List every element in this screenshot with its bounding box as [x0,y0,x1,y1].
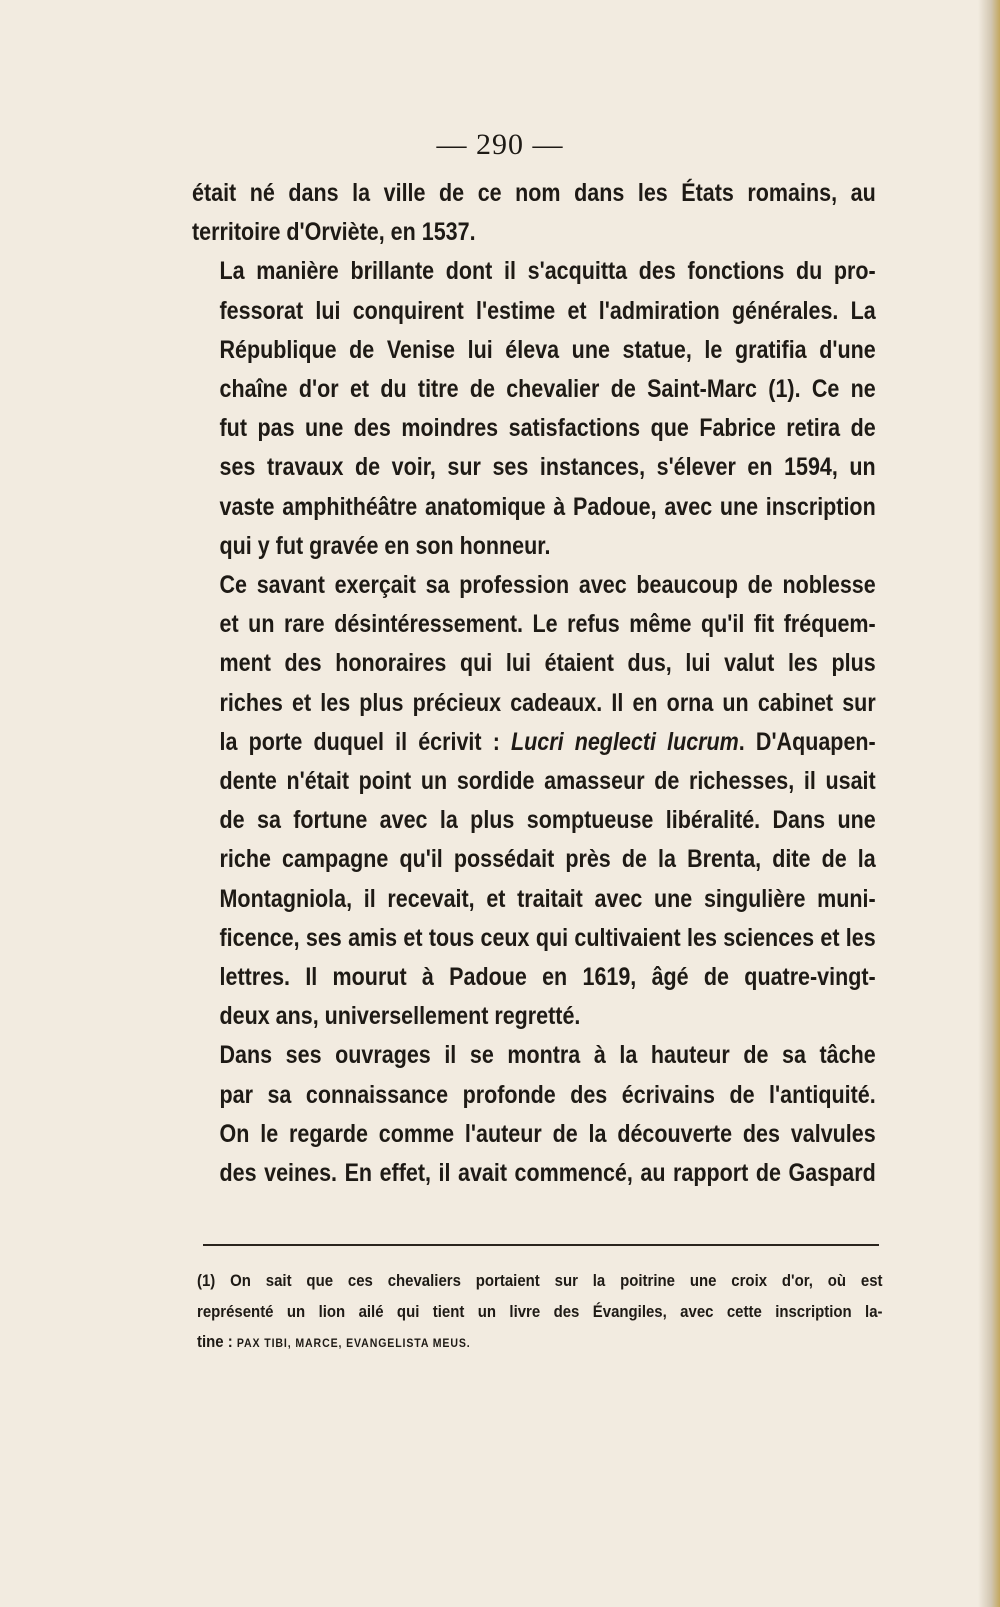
footnote-divider [203,1244,879,1246]
text-line: Montagniola, il recevait, et traitait avec une singulière muni- [219,884,876,913]
text-line: chaîne d'or et du titre de chevalier de Saint-Marc (1). Ce ne [219,375,876,404]
footnote [197,1266,883,1359]
paragraph-2 [192,252,876,566]
text-segment: la porte duquel il écrivit : [219,727,512,756]
paragraph-4 [192,1036,876,1193]
main-text [192,174,876,1193]
text-line: Dans ses ouvrages il se montra à la hauteur de sa tâche [219,1041,876,1070]
text-line: par sa connaissance profonde des écrivains de l'antiquité. [219,1080,876,1109]
footnote-line: (1) On sait que ces chevaliers portaient sur la poitrine une croix d'or, où est [197,1271,883,1290]
text-line: et un rare désintéressement. Le refus même qu'il fit fréquem- [219,610,876,639]
text-line: Ce savant exerçait sa profession avec beaucoup de noblesse [219,571,876,600]
page-number: — 290 — [436,128,564,161]
text-line: ses travaux de voir, sur ses instances, s'élever en 1594, un [219,453,876,482]
text-line: ment des honoraires qui lui étaient dus, lui valut les plus [219,649,876,678]
text-line: fessorat lui conquirent l'estime et l'admiration générales. La [219,296,876,325]
footnote-line [197,1327,883,1359]
latin-motto: Lucri neglecti lucrum [511,727,739,756]
page-edge-shadow [978,0,1000,1607]
text-line: qui y fut gravée en son honneur. [219,531,551,560]
text-line: était né dans la ville de ce nom dans les États romains, au [192,179,876,207]
text-line: ficence, ses amis et tous ceux qui cultivaient les sciences et les [219,923,876,952]
text-segment: . D'Aquapen- [738,727,876,756]
text-line: République de Venise lui éleva une statue, le gratifia d'une [219,335,876,364]
text-line: de sa fortune avec la plus somptueuse libéralité. Dans une [219,806,876,835]
text-line: lettres. Il mourut à Padoue en 1619, âgé de quatre-vingt- [219,963,876,992]
text-line-with-italic [192,723,876,762]
footnote-line: représenté un lion ailé qui tient un livre des Évangiles, avec cette inscription la- [197,1301,883,1321]
text-line: vaste amphithéâtre anatomique à Padoue, avec une inscription [219,492,876,521]
text-line: riches et les plus précieux cadeaux. Il en orna un cabinet sur [219,688,876,717]
latin-inscription: PAX TIBI, MARCE, EVANGELISTA MEUS. [236,1336,471,1350]
paragraph-3 [192,566,876,1036]
text-line: fut pas une des moindres satisfactions que Fabrice retira de [219,414,876,443]
text-line: riche campagne qu'il possédait près de la Brenta, dite de la [219,845,876,874]
text-line: deux ans, universellement regretté. [219,1002,581,1031]
text-line: On le regarde comme l'auteur de la découverte des valvules [219,1119,876,1148]
text-line: des veines. En effet, il avait commencé, au rapport de Gaspard [219,1159,876,1188]
text-segment: tine : [197,1332,237,1351]
text-line: dente n'était point un sordide amasseur de richesses, il usait [219,767,876,796]
paragraph-1 [192,174,876,252]
text-line: territoire d'Orviète, en 1537. [192,218,476,247]
text-line: La manière brillante dont il s'acquitta des fonctions du pro- [219,257,876,286]
